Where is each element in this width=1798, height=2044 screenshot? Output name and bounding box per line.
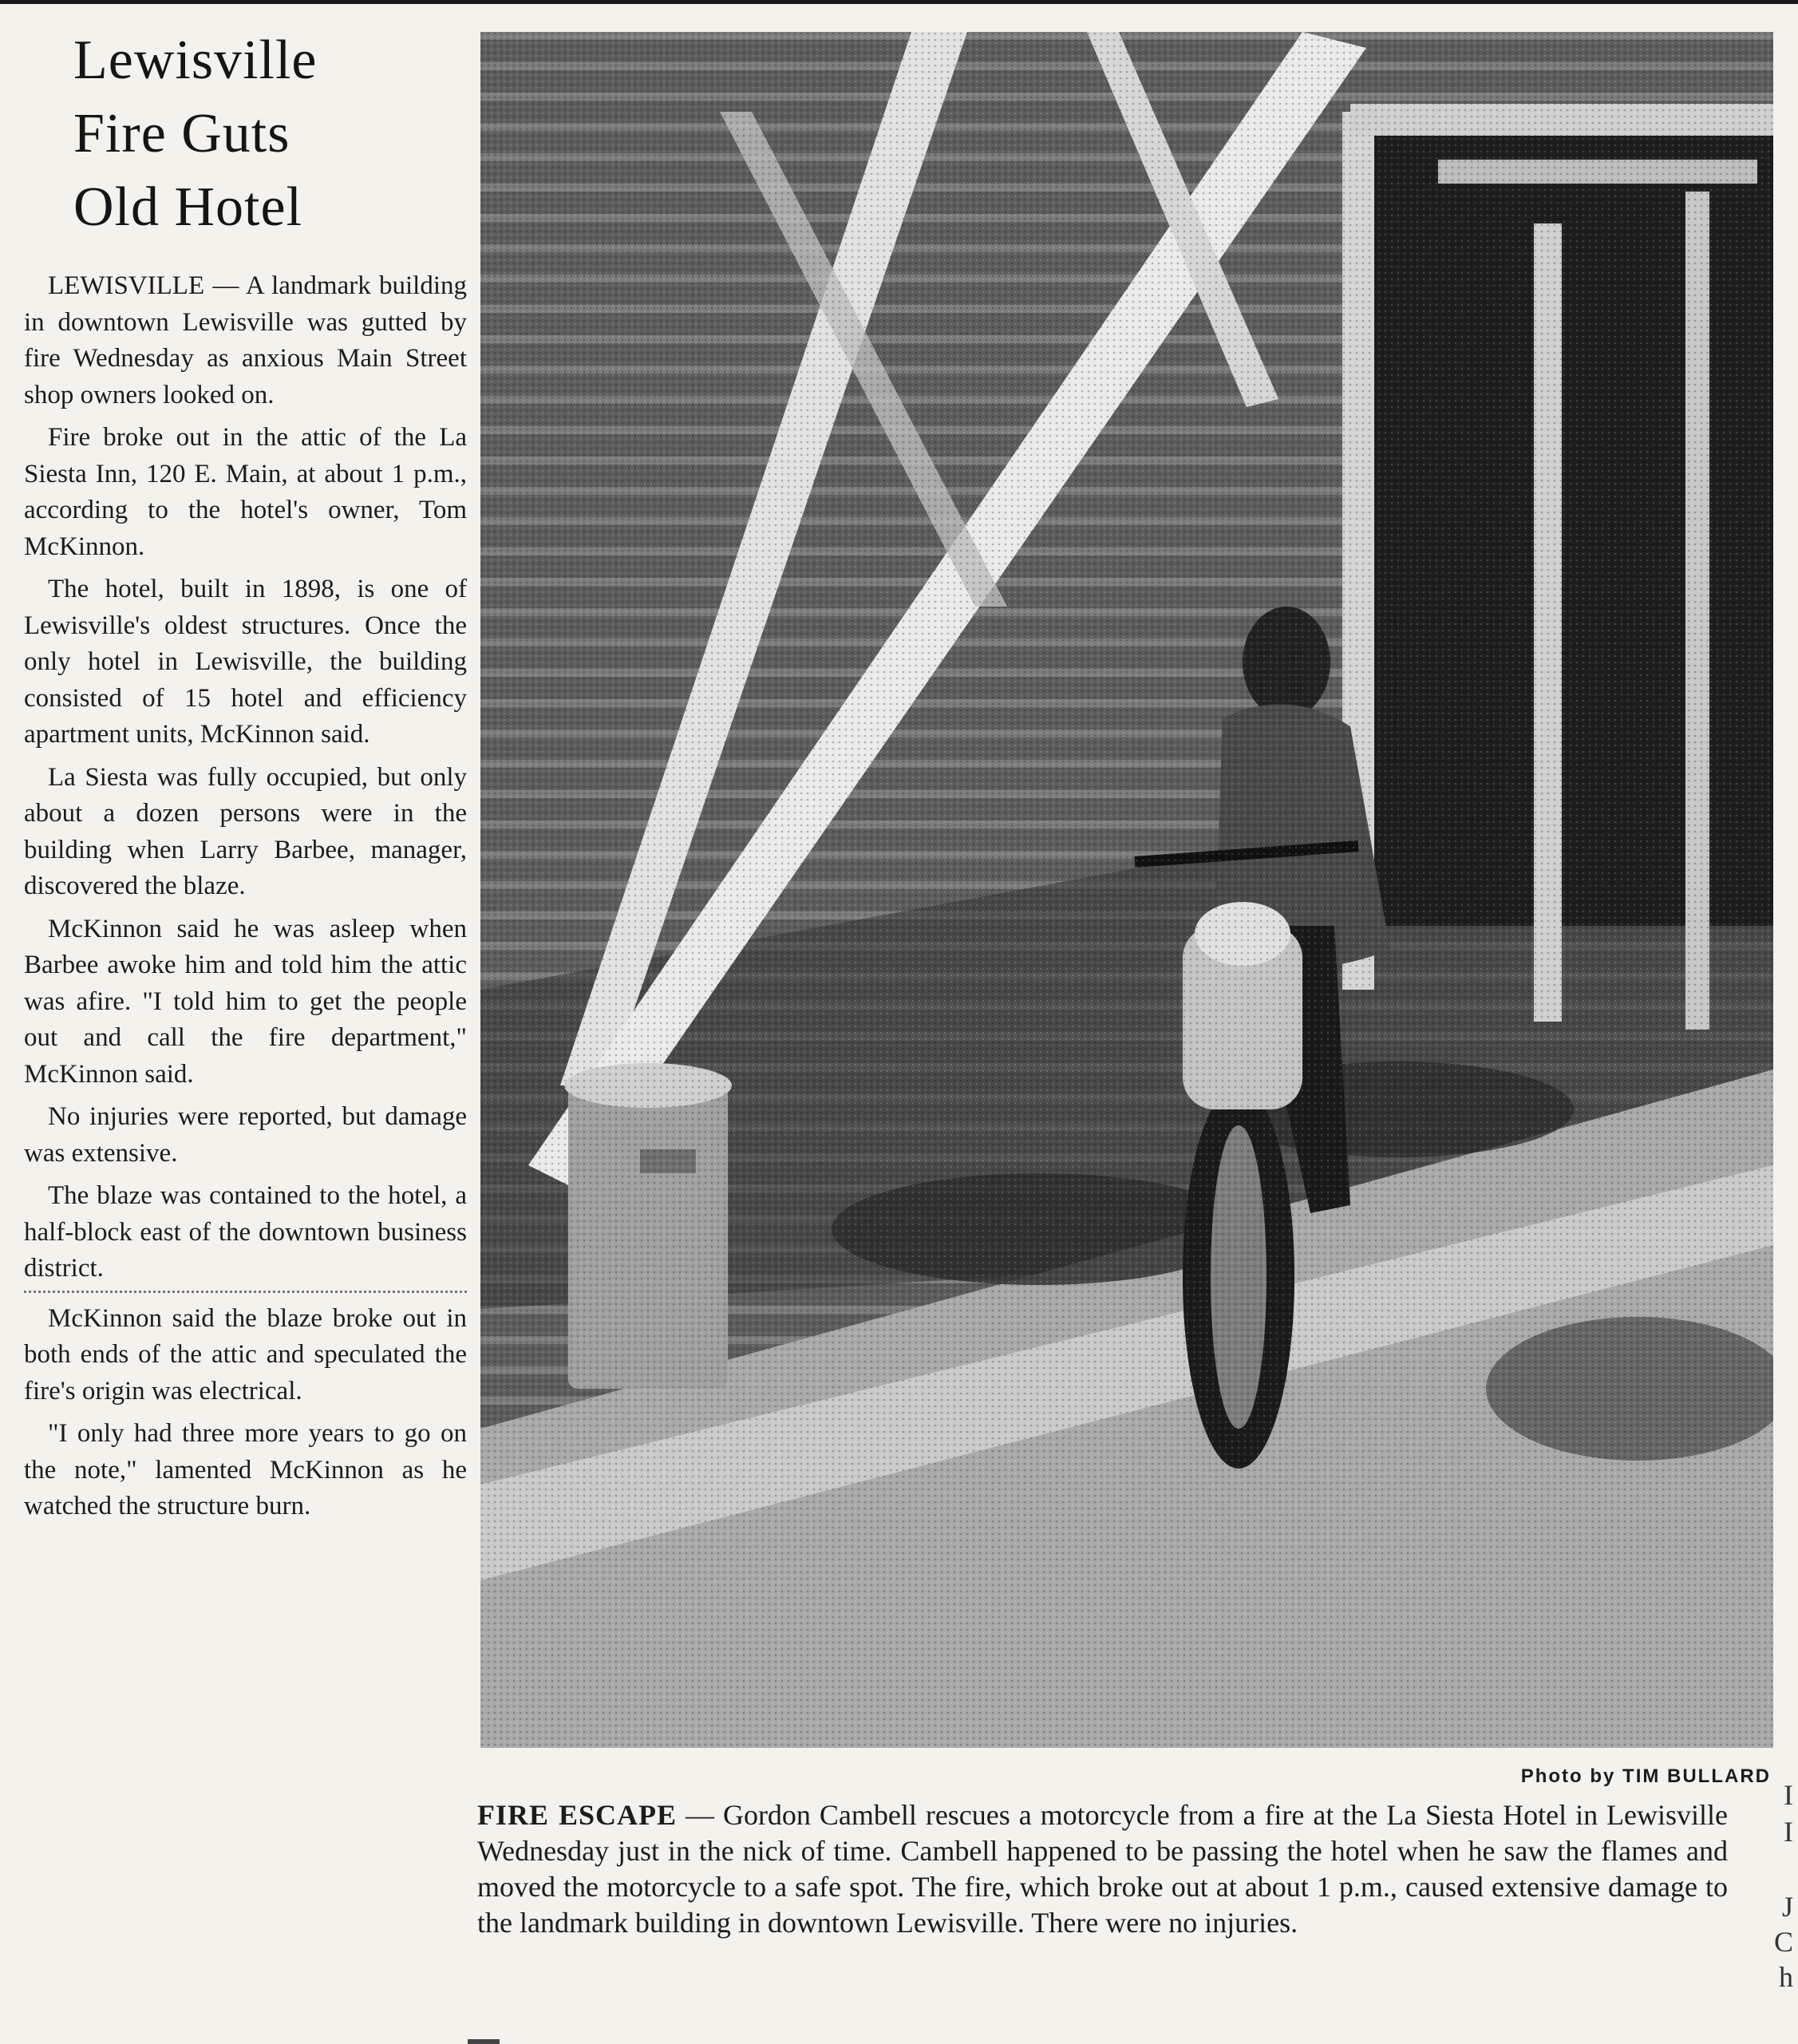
- edge-fragment: h: [1779, 1961, 1793, 1993]
- headline-line: Lewisville: [73, 30, 318, 91]
- bottom-edge-rule: [468, 2039, 500, 2044]
- headline: [73, 24, 467, 244]
- news-photo: [480, 32, 1773, 1748]
- caption-text: — Gordon Cambell rescues a motorcycle from a fire at the La Siesta Hotel in Lewisville Wednesday just in the nick of time. Cambell happened to be passing the hotel when he saw the flames and moved the motorcycle to a safe spot. The fire, which broke out at about 1 p.m., caused extensive damage to the landmark building in downtown Lewisville. There were no injuries.: [477, 1799, 1729, 1939]
- photo-caption: [477, 1797, 1728, 1941]
- paragraph: The blaze was contained to the hotel, a half-block east of the downtown business district.: [24, 1181, 467, 1283]
- edge-fragment: J: [1781, 1891, 1793, 1923]
- headline-line: Old Hotel: [73, 176, 303, 238]
- edge-fragment: I: [1784, 1816, 1793, 1848]
- paragraph-dateline: LEWISVILLE — A landmark building in downtown Lewisville was gutted by fire Wednesday as anxious Main Street shop owners looked on.: [24, 271, 467, 409]
- paragraph: La Siesta was fully occupied, but only about a dozen persons were in the building when Larry Barbee, manager, discovered the blaze.: [24, 762, 467, 900]
- edge-fragment: I: [1784, 1779, 1793, 1811]
- edge-fragment: C: [1773, 1926, 1793, 1958]
- caption-kicker: FIRE ESCAPE: [477, 1799, 678, 1831]
- article-body: [24, 268, 467, 1525]
- photo-illustration: [480, 32, 1773, 1748]
- photo-image: [480, 32, 1773, 1748]
- paragraph: "I only had three more years to go on the note," lamented McKinnon as he watched the structure burn.: [24, 1419, 467, 1520]
- article-column: [24, 24, 467, 1532]
- headline-line: Fire Guts: [73, 103, 290, 164]
- paragraph: McKinnon said he was asleep when Barbee awoke him and told him the attic was afire. "I told him to get the people out and call the fire department," McKinnon said.: [24, 914, 467, 1089]
- top-rule: [0, 0, 1798, 4]
- photo-credit: Photo by TIM BULLARD: [1520, 1765, 1771, 1787]
- paragraph: Fire broke out in the attic of the La Siesta Inn, 120 E. Main, at about 1 p.m., according to the hotel's owner, Tom McKinnon.: [24, 423, 467, 561]
- paragraph: McKinnon said the blaze broke out in both ends of the attic and speculated the fire's origin was electrical.: [24, 1303, 467, 1405]
- paragraph: No injuries were reported, but damage was extensive.: [24, 1102, 467, 1168]
- paragraph: The hotel, built in 1898, is one of Lewisville's oldest structures. Once the only hotel in Lewisville, the building consisted of 15 hotel and efficiency apartment units, McKinnon said.: [24, 575, 467, 749]
